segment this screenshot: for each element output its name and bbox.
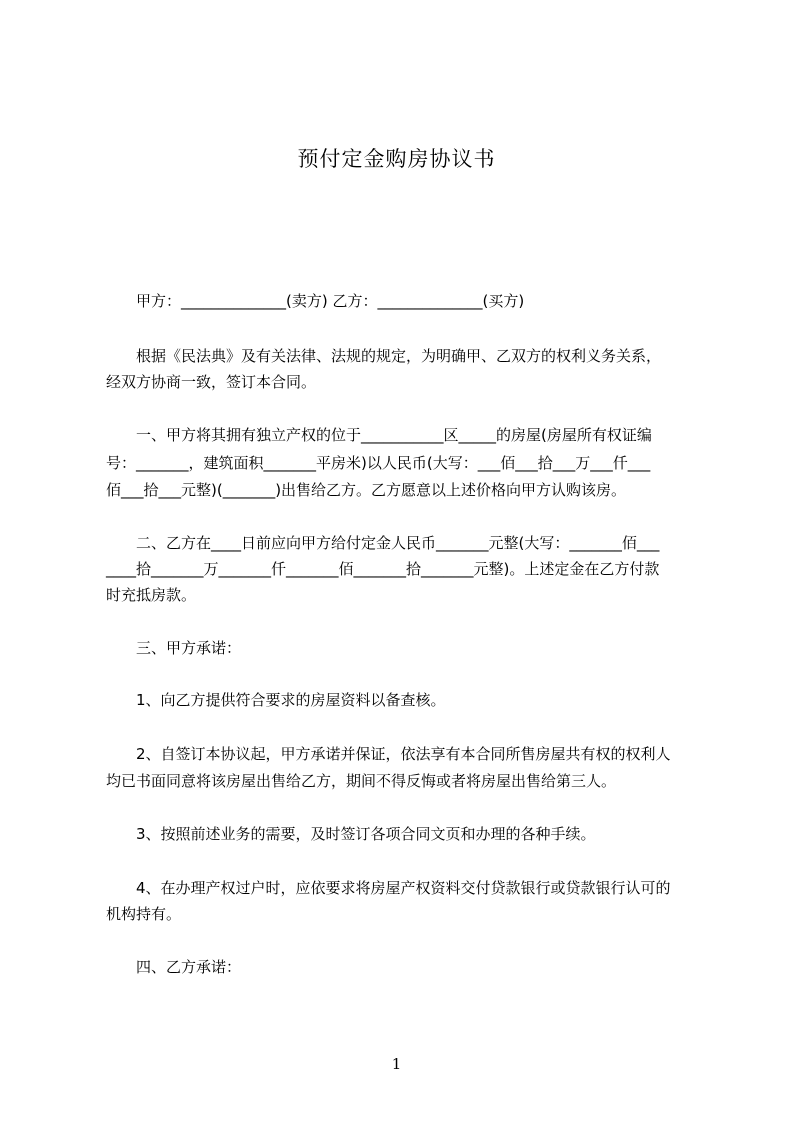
clause3-heading: 三、甲方承诺： (136, 639, 242, 657)
clause3-item-4-line-1: 4、在办理产权过户时，应依要求将房屋产权资料交付贷款银行或贷款银行认可的 (136, 879, 671, 897)
preamble-line-1: 根据《民法典》及有关法律、法规的规定，为明确甲、乙双方的权利义务关系， (136, 347, 662, 365)
document-title: 预付定金购房协议书 (297, 147, 496, 171)
page-number: 1 (391, 1055, 402, 1073)
clause2-line-2: ____拾_______万_______仟_______佰_______拾_______元整)。上述定金在乙方付款 (106, 560, 660, 578)
clause3-item-2-line-2: 均已书面同意将该房屋出售给乙方，期间不得反悔或者将房屋出售给第三人。 (106, 772, 617, 790)
clause3-item-1: 1、向乙方提供符合要求的房屋资料以备查核。 (136, 691, 446, 709)
clause2-line-1: 二、乙方在____日前应向甲方给付定金人民币_______元整(大写：_______佰___ (136, 534, 660, 552)
clause2-line-3: 时充抵房款。 (106, 586, 197, 604)
clause1-line-2: 号：_______，建筑面积_______平房米)以人民币(大写：___佰___拾___万___仟___ (106, 454, 651, 472)
clause1-line-3: 佰___拾___元整)(_______)出售给乙方。乙方愿意以上述价格向甲方认购该房。 (106, 481, 627, 499)
clause4-heading: 四、乙方承诺： (136, 958, 242, 976)
clause3-item-2-line-1: 2、自签订本协议起，甲方承诺并保证，依法享有本合同所售房屋共有权的权利人 (136, 745, 671, 763)
clause3-item-3: 3、按照前述业务的需要，及时签订各项合同文页和办理的各种手续。 (136, 825, 596, 843)
clause1-line-1: 一、甲方将其拥有独立产权的位于___________区_____的房屋(房屋所有权证编 (136, 426, 652, 444)
preamble-line-2: 经双方协商一致，签订本合同。 (106, 373, 317, 391)
parties-line: 甲方：______________(卖方) 乙方：______________(买方) (136, 292, 525, 310)
clause3-item-4-line-2: 机构持有。 (106, 905, 182, 923)
